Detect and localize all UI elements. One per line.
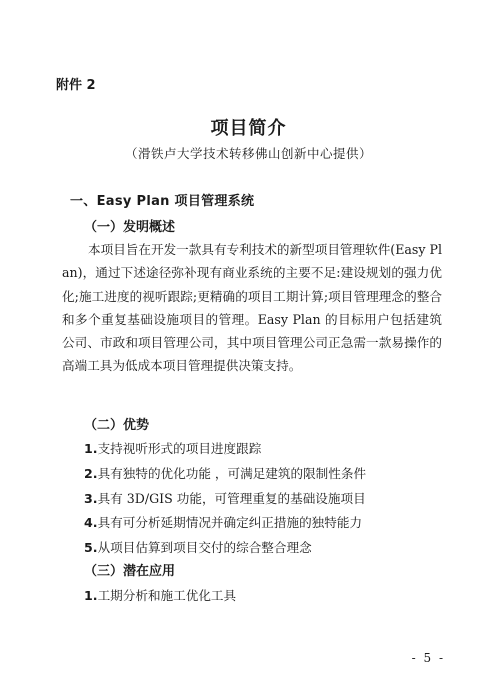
list-item-text: 支持视听形式的项目进度跟踪 [97, 441, 262, 456]
page-subtitle: （滑铁卢大学技术转移佛山创新中心提供） [124, 146, 372, 161]
page-number: - 5 - [411, 651, 445, 665]
list-item-number: 5. [84, 540, 98, 555]
attachment-label: 附件 2 [56, 78, 96, 93]
list-item [84, 537, 312, 556]
list-item [84, 438, 261, 457]
list-item-number: 4. [84, 515, 98, 530]
section-heading: 一、Easy Plan 项目管理系统 [70, 194, 255, 209]
list-item [84, 463, 366, 482]
list-item-text: 工期分析和施工优化工具 [97, 588, 237, 603]
list-item-number: 1. [84, 588, 98, 603]
list-item-number: 1. [84, 441, 98, 456]
list-item [84, 488, 366, 507]
list-item [84, 512, 362, 531]
list-item-text: 具有 3D/GIS 功能，可管理重复的基础设施项目 [97, 491, 366, 506]
list-item-text: 具有可分析延期情况并确定纠正措施的独特能力 [97, 515, 363, 530]
list-item-text: 具有独特的优化功能 ，可满足建筑的限制性条件 [97, 466, 367, 481]
page-title: 项目简介 [210, 118, 287, 139]
list-item-number: 3. [84, 491, 98, 506]
list-item [84, 585, 236, 604]
subsection-heading-applications: （三）潜在应用 [84, 564, 176, 579]
overview-paragraph: 本项目旨在开发一款具有专利技术的新型项目管理软件(Easy Plan)，通过下述途径弥补现有商业系统的主要不足:建设规划的强力优化;施工进度的视听跟踪;更精确的项目工期计算;项目管理理念的整合和多个重复基础设施项目的管理。Easy Plan 的目标用户包括建筑公司、市政和项目管理公司，其中项目管理公司正急需一款易操作的高端工具为低成本项目管理提供决策支持。 [62, 242, 442, 374]
subsection-heading-overview: （一）发明概述 [84, 220, 176, 235]
subsection-heading-advantages: （二）优势 [84, 418, 150, 433]
list-item-text: 从项目估算到项目交付的综合整合理念 [97, 540, 312, 555]
list-item-number: 2. [84, 466, 98, 481]
